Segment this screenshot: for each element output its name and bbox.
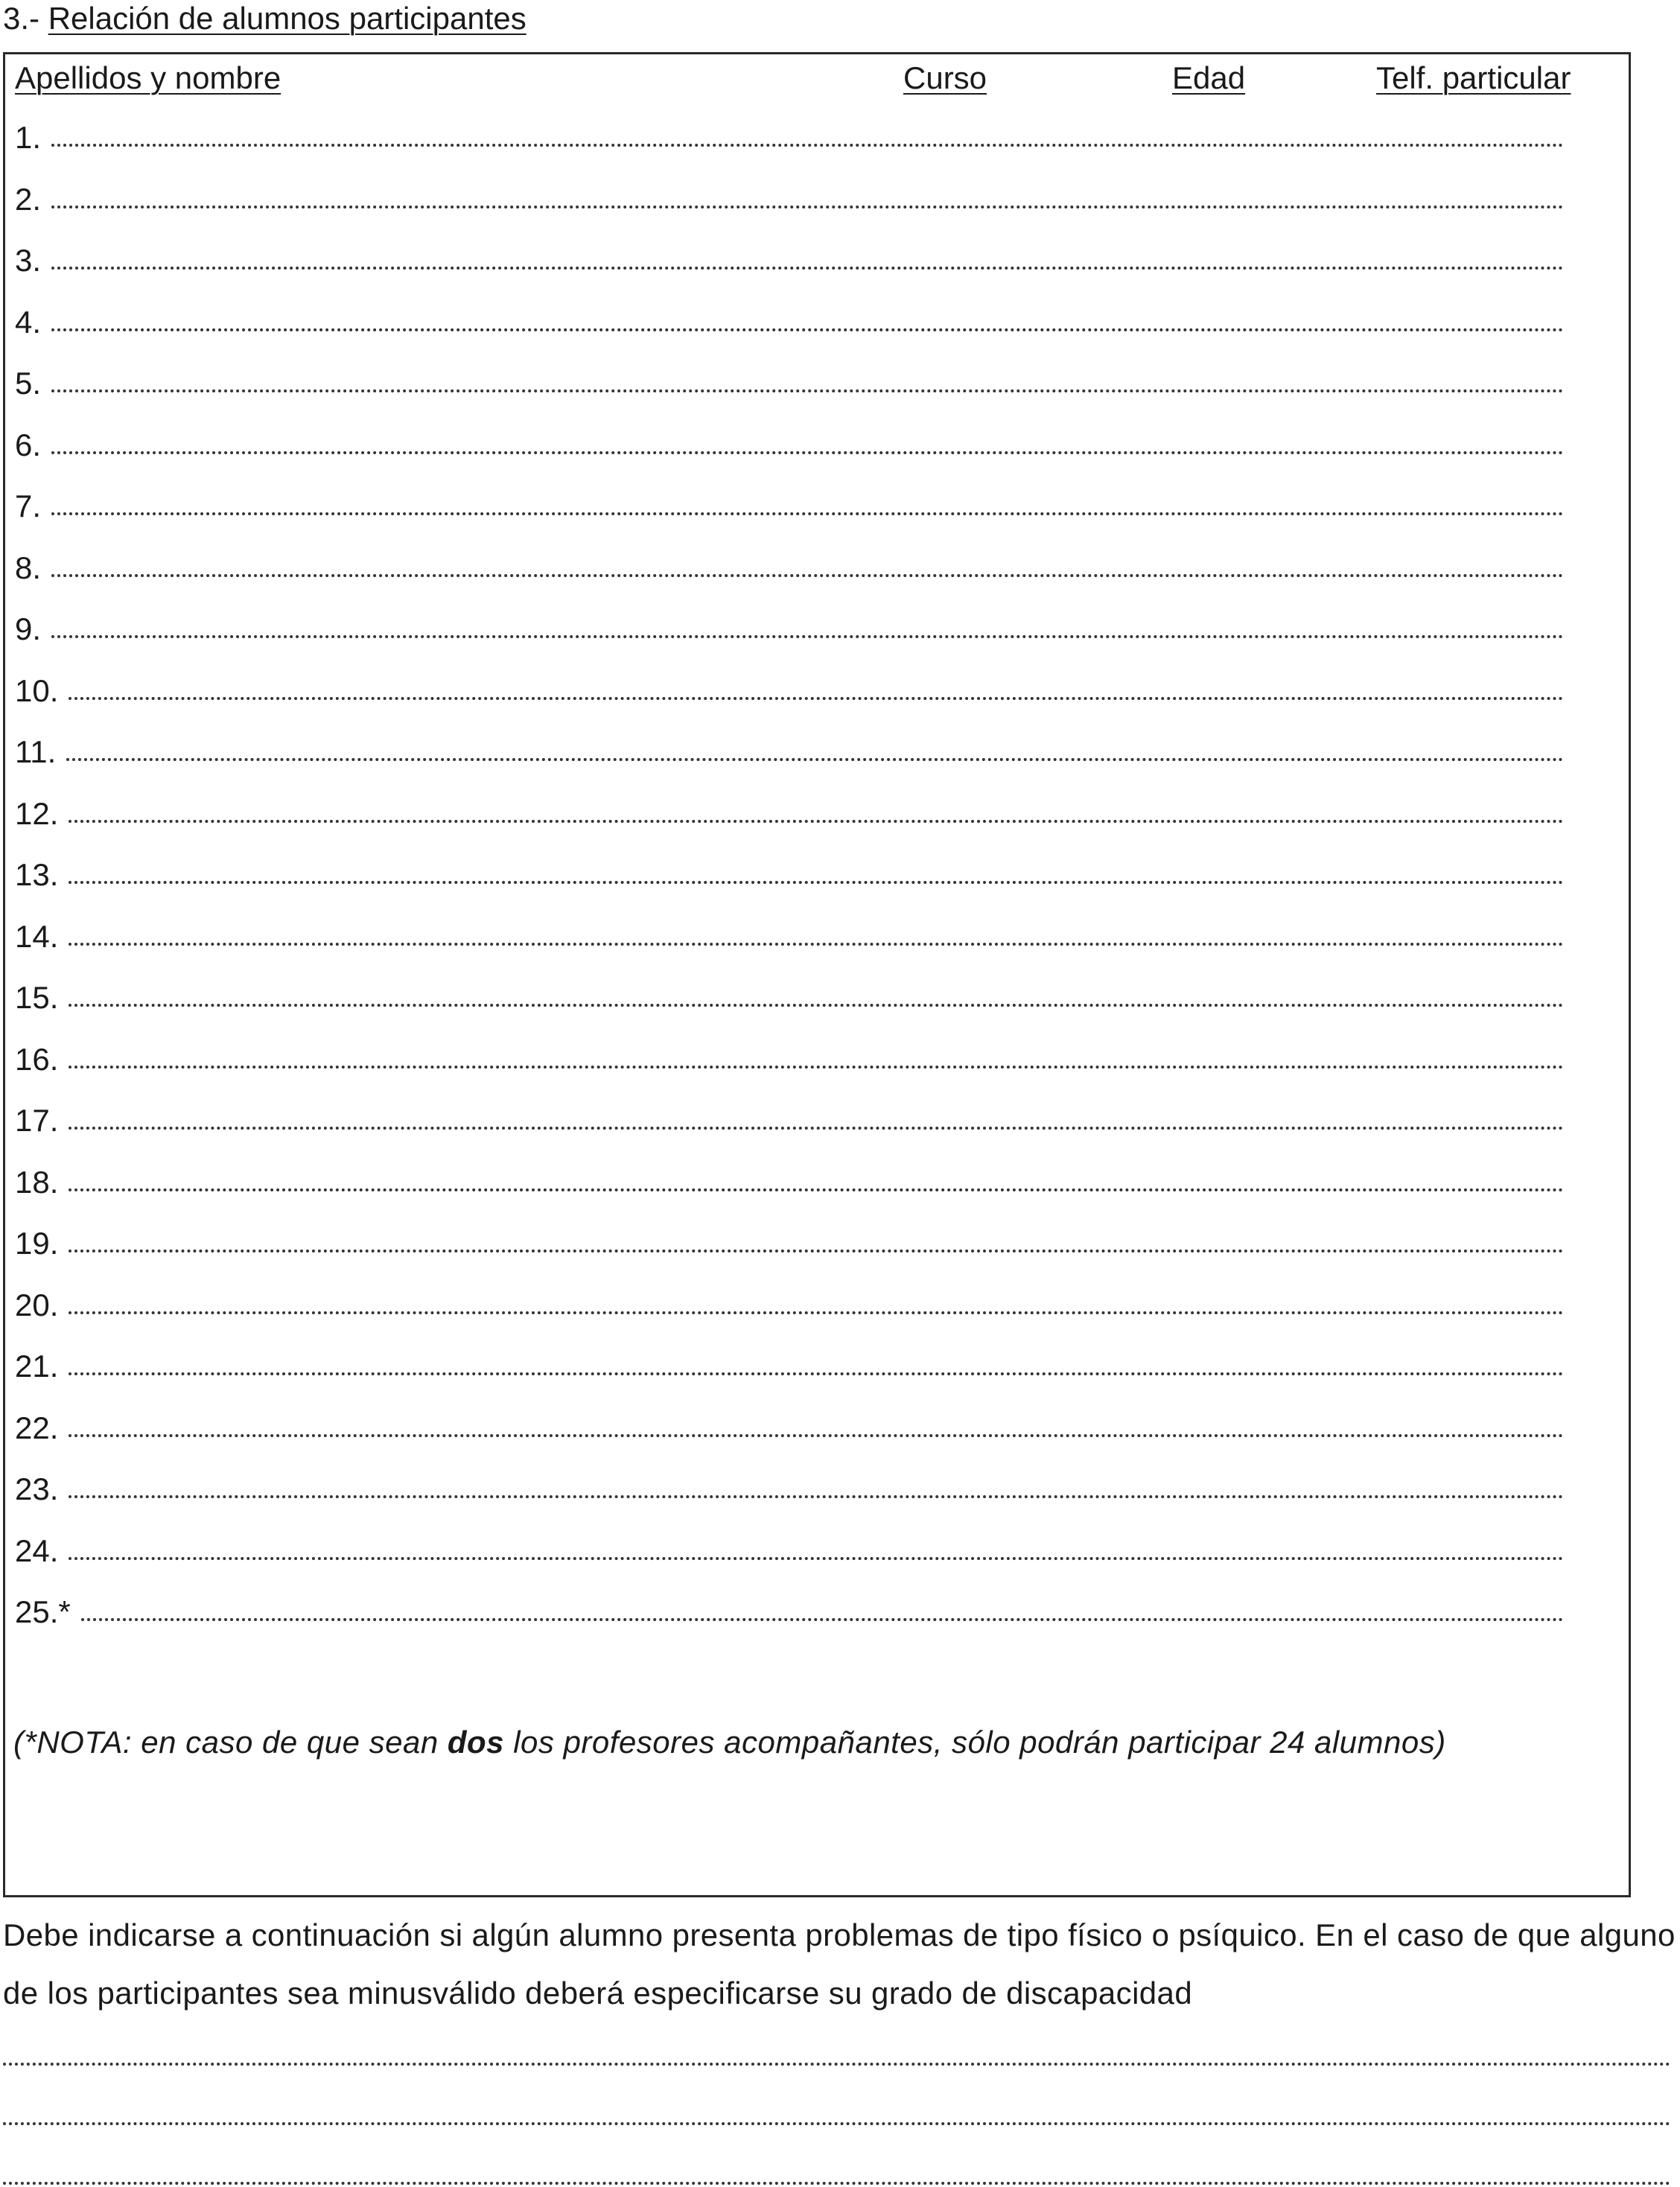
row-fill-line[interactable]: [69, 880, 1564, 884]
row-fill-line[interactable]: [51, 634, 1564, 638]
answer-line[interactable]: [3, 2122, 1671, 2125]
row-fill-line[interactable]: [69, 1003, 1564, 1007]
participant-row: [15, 427, 1564, 488]
row-fill-line[interactable]: [69, 1433, 1564, 1437]
participant-row: [15, 488, 1564, 550]
row-number: 20.: [15, 1287, 59, 1322]
participant-rows: [15, 119, 1564, 1655]
participant-row: [15, 856, 1564, 918]
row-fill-line[interactable]: [69, 696, 1564, 700]
row-number: 25.*: [15, 1594, 71, 1629]
note-text-start: (*NOTA: en caso de que sean: [13, 1725, 448, 1760]
note-text-end: los profesores acompañantes, sólo podrán participar 24 alumnos): [504, 1725, 1446, 1760]
row-fill-line[interactable]: [51, 328, 1564, 331]
participant-row: [15, 1102, 1564, 1164]
column-header-age: Edad: [1172, 60, 1246, 95]
row-fill-line[interactable]: [69, 942, 1564, 946]
participant-row: [15, 119, 1564, 181]
row-number: 24.: [15, 1532, 59, 1568]
row-number: 8.: [15, 550, 42, 585]
row-number: 11.: [15, 734, 57, 769]
row-number: 6.: [15, 427, 42, 462]
row-number: 2.: [15, 181, 42, 217]
section-title: Relación de alumnos participantes: [48, 1, 526, 36]
row-fill-line[interactable]: [51, 389, 1564, 392]
column-header-name: Apellidos y nombre: [15, 60, 281, 95]
row-fill-line[interactable]: [51, 573, 1564, 577]
row-number: 14.: [15, 918, 59, 954]
participant-row: [15, 611, 1564, 672]
participant-row: [15, 672, 1564, 734]
instructions-paragraph: Debe indicarse a continuación si algún alumno presenta problemas de tipo físico o psíquico. En el caso de que alguno de los participantes sea minusválido deberá especificarse su grado de discapacidad: [3, 1917, 1676, 2011]
participant-row: [15, 979, 1564, 1041]
row-number: 23.: [15, 1471, 59, 1506]
participant-row: [15, 1532, 1564, 1594]
participant-row: [15, 304, 1564, 366]
answer-line[interactable]: [3, 2182, 1671, 2185]
row-fill-line[interactable]: [81, 1617, 1564, 1621]
note-emphasis: dos: [447, 1725, 505, 1760]
row-fill-line[interactable]: [69, 1556, 1564, 1560]
participant-row: [15, 1471, 1564, 1532]
row-fill-line[interactable]: [51, 451, 1564, 454]
row-number: 10.: [15, 672, 59, 708]
section-heading: [3, 0, 526, 37]
row-fill-line[interactable]: [51, 143, 1564, 147]
participant-row: [15, 1225, 1564, 1287]
row-number: 22.: [15, 1410, 59, 1445]
row-number: 7.: [15, 488, 42, 523]
row-fill-line[interactable]: [69, 1126, 1564, 1130]
participant-row: [15, 181, 1564, 243]
answer-line[interactable]: [3, 2063, 1671, 2066]
row-fill-line[interactable]: [69, 1065, 1564, 1069]
row-number: 4.: [15, 304, 42, 340]
column-header-phone: Telf. particular: [1376, 60, 1571, 95]
participant-row: [15, 1164, 1564, 1226]
row-fill-line[interactable]: [69, 1311, 1564, 1314]
row-fill-line[interactable]: [69, 1249, 1564, 1252]
column-header-course: Curso: [903, 60, 987, 95]
row-number: 18.: [15, 1164, 59, 1200]
participant-row: [15, 365, 1564, 427]
note: [13, 1713, 1592, 1772]
row-fill-line[interactable]: [69, 1372, 1564, 1375]
row-number: 3.: [15, 243, 42, 278]
row-number: 12.: [15, 795, 59, 831]
participant-row: [15, 1041, 1564, 1103]
row-number: 21.: [15, 1349, 59, 1384]
participant-row: [15, 242, 1564, 304]
row-number: 9.: [15, 611, 42, 646]
participant-row: [15, 1410, 1564, 1471]
section-number: 3.-: [3, 1, 48, 36]
participant-row: [15, 795, 1564, 857]
participant-row: [15, 1287, 1564, 1349]
participant-row: [15, 550, 1564, 611]
participant-row: [15, 1348, 1564, 1410]
row-number: 15.: [15, 980, 59, 1015]
row-fill-line[interactable]: [66, 757, 1564, 761]
row-number: 5.: [15, 366, 42, 401]
row-fill-line[interactable]: [51, 512, 1564, 515]
row-number: 1.: [15, 120, 42, 155]
row-number: 17.: [15, 1103, 59, 1138]
row-number: 16.: [15, 1041, 59, 1077]
row-number: 13.: [15, 857, 59, 892]
participant-row: [15, 733, 1564, 795]
row-number: 19.: [15, 1226, 59, 1261]
participant-row: [15, 1594, 1564, 1655]
row-fill-line[interactable]: [51, 205, 1564, 208]
participant-row: [15, 918, 1564, 980]
row-fill-line[interactable]: [69, 1188, 1564, 1191]
row-fill-line[interactable]: [69, 1494, 1564, 1498]
row-fill-line[interactable]: [51, 266, 1564, 270]
row-fill-line[interactable]: [69, 819, 1564, 823]
